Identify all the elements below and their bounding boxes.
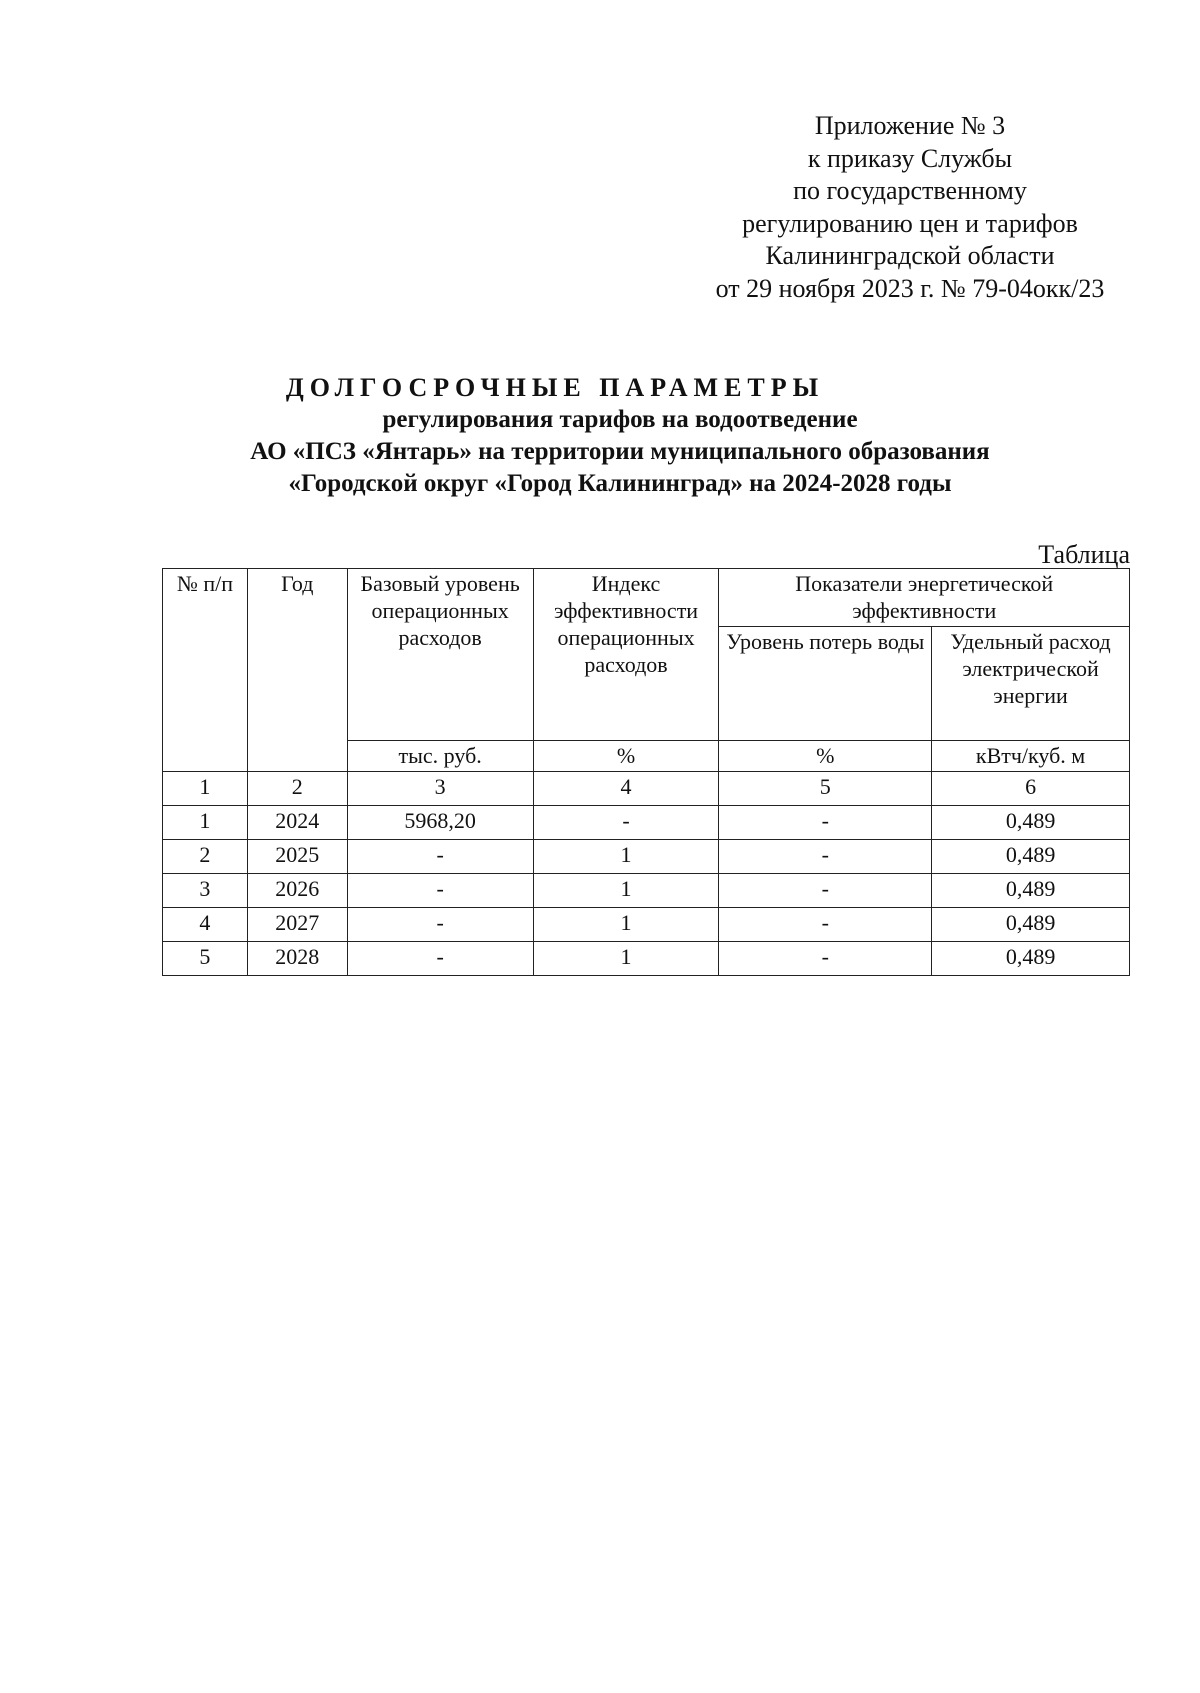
header-specific-consumption: Удельный расход электрической энергии — [932, 627, 1130, 741]
table-row — [163, 942, 1130, 976]
cell-efficiency-index: 1 — [533, 908, 719, 942]
title-line: «Городской округ «Город Калининград» на 2024-2028 годы — [288, 470, 952, 497]
cell-water-loss: - — [719, 806, 932, 840]
cell-base-level: 5968,20 — [347, 806, 533, 840]
table-row — [163, 908, 1130, 942]
table-caption: Таблица — [1038, 540, 1130, 569]
cell-water-loss: - — [719, 874, 932, 908]
table-row — [163, 806, 1130, 840]
appendix-line: Калининградской области — [765, 241, 1055, 270]
appendix-line: по государственному — [793, 176, 1027, 205]
header-base-level: Базовый уровень операционных расходов — [347, 569, 533, 741]
cell-year: 2027 — [247, 908, 347, 942]
column-number: 2 — [247, 772, 347, 806]
cell-base-level: - — [347, 942, 533, 976]
appendix-line: от 29 ноября 2023 г. № 79-04окк/23 — [715, 273, 1105, 303]
cell-year: 2028 — [247, 942, 347, 976]
header-energy-group: Показатели энергетической эффективности — [719, 569, 1130, 627]
cell-efficiency-index: 1 — [533, 840, 719, 874]
cell-num: 5 — [163, 942, 248, 976]
header-efficiency-index: Индекс эффективности операционных расходов — [533, 569, 719, 741]
cell-water-loss: - — [719, 840, 932, 874]
table-row — [163, 840, 1130, 874]
cell-efficiency-index: 1 — [533, 942, 719, 976]
cell-specific-consumption: 0,489 — [932, 942, 1130, 976]
parameters-table — [162, 568, 1130, 976]
cell-base-level: - — [347, 840, 533, 874]
cell-specific-consumption: 0,489 — [932, 840, 1130, 874]
cell-num: 3 — [163, 874, 248, 908]
column-number: 4 — [533, 772, 719, 806]
column-number: 1 — [163, 772, 248, 806]
column-number-row — [163, 772, 1130, 806]
cell-efficiency-index: - — [533, 806, 719, 840]
document-title — [150, 372, 1090, 500]
title-line: АО «ПСЗ «Янтарь» на территории муниципального образования — [250, 438, 990, 465]
cell-base-level: - — [347, 908, 533, 942]
unit-water-loss: % — [719, 741, 932, 772]
cell-year: 2025 — [247, 840, 347, 874]
cell-year: 2026 — [247, 874, 347, 908]
column-number: 3 — [347, 772, 533, 806]
cell-num: 2 — [163, 840, 248, 874]
appendix-line: регулированию цен и тарифов — [742, 208, 1078, 238]
cell-base-level: - — [347, 874, 533, 908]
unit-efficiency-index: % — [533, 741, 719, 772]
cell-efficiency-index: 1 — [533, 874, 719, 908]
column-number: 6 — [932, 772, 1130, 806]
appendix-line: к приказу Службы — [807, 143, 1013, 173]
unit-specific-consumption: кВтч/куб. м — [932, 741, 1130, 772]
header-row — [163, 569, 1130, 627]
header-water-loss: Уровень потерь воды — [719, 627, 932, 741]
header-year: Год — [247, 569, 347, 772]
cell-num: 4 — [163, 908, 248, 942]
cell-num: 1 — [163, 806, 248, 840]
cell-water-loss: - — [719, 942, 932, 976]
cell-specific-consumption: 0,489 — [932, 806, 1130, 840]
appendix-header — [640, 110, 1180, 305]
appendix-line: Приложение № 3 — [814, 111, 1006, 140]
column-number: 5 — [719, 772, 932, 806]
title-main: ДОЛГОСРОЧНЫЕ ПАРАМЕТРЫ — [285, 373, 825, 402]
unit-base-level: тыс. руб. — [347, 741, 533, 772]
cell-water-loss: - — [719, 908, 932, 942]
cell-specific-consumption: 0,489 — [932, 874, 1130, 908]
title-line: регулирования тарифов на водоотведение — [382, 406, 858, 433]
header-num: № п/п — [163, 569, 248, 772]
table-row — [163, 874, 1130, 908]
cell-specific-consumption: 0,489 — [932, 908, 1130, 942]
cell-year: 2024 — [247, 806, 347, 840]
